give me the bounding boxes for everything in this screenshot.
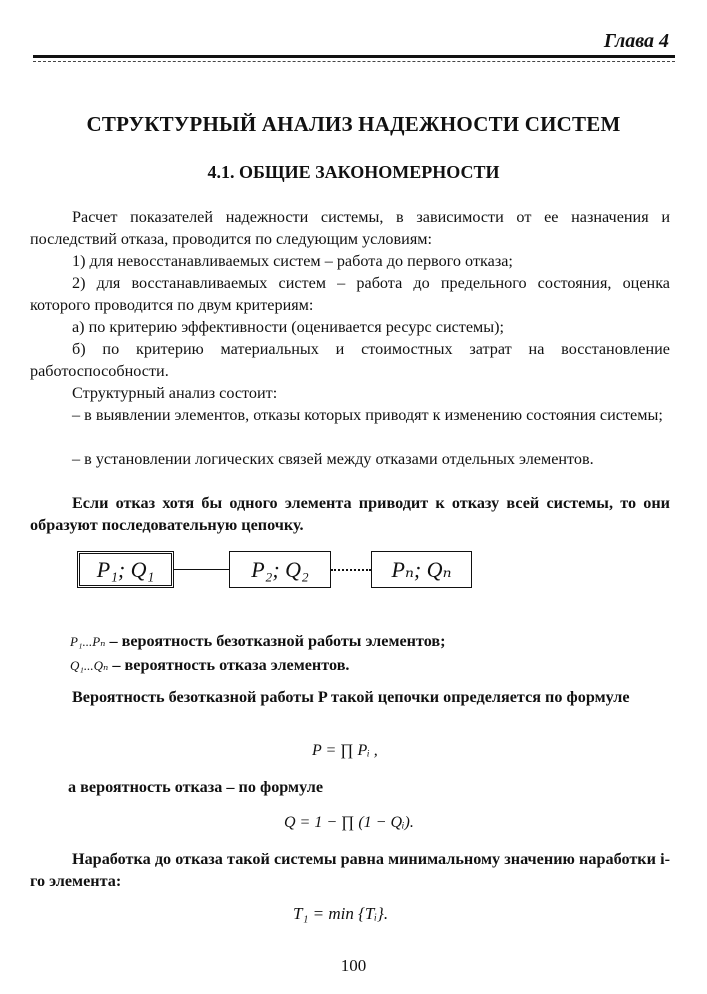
header-rule (33, 55, 675, 58)
header-rule-dashed (33, 61, 675, 62)
page-number: 100 (340, 956, 367, 975)
chain-box-2-label: P₂; Q₂ (251, 556, 309, 582)
chain-box-1 (77, 551, 174, 588)
failure-intro: а вероятность отказа – по формуле (68, 778, 324, 796)
chain-connector-1 (174, 569, 229, 570)
paragraph-3: 2) для восстанавливаемых систем – работа до предельного состояния, оценка которого проводится по двум критериям: (30, 274, 670, 314)
paragraph-4: а) по критерию эффективности (оценивается ресурс системы); (72, 318, 505, 336)
formula-q: Q = 1 − ∏ (1 − Qᵢ). (284, 814, 414, 831)
chain-box-1-label: P₁; Q₁ (96, 556, 155, 582)
definition-q (70, 656, 349, 675)
definition-q-symbol: Q₁...Qₙ (70, 658, 109, 673)
definition-p (70, 632, 446, 651)
paragraph-1: Расчет показателей надежности системы, в зависимости от ее назначения и последствий отказа, проводится по следующим условиям: (30, 208, 670, 248)
paragraph-7: – в выявлении элементов, отказы которых приводят к изменению состояния системы; (72, 406, 663, 424)
section-title: 4.1. ОБЩИЕ ЗАКОНОМЕРНОСТИ (207, 162, 500, 182)
probability-intro: Вероятность безотказной работы P такой цепочки определяется по формуле (72, 688, 630, 706)
chain-connector-2 (331, 569, 371, 571)
formula-t: T₁ = min {Tᵢ}. (293, 904, 389, 923)
chapter-title: СТРУКТУРНЫЙ АНАЛИЗ НАДЕЖНОСТИ СИСТЕМ (86, 112, 621, 136)
definition-q-text: – вероятность отказа элементов. (112, 656, 350, 674)
mtbf-intro: Наработка до отказа такой системы равна минимальному значению наработки i-го элемента: (30, 850, 670, 890)
paragraph-6: Структурный анализ состоит: (72, 384, 278, 402)
chapter-label: Глава 4 (603, 30, 669, 52)
chain-box-3-label: Pₙ; Qₙ (391, 556, 452, 582)
definition-p-text: – вероятность безотказной работы элементов; (109, 632, 446, 650)
definition-p-symbol: P₁...Pₙ (70, 634, 106, 649)
paragraph-9: Если отказ хотя бы одного элемента приводит к отказу всей системы, то они образуют последовательную цепочку. (30, 494, 670, 534)
paragraph-2: 1) для невосстанавливаемых систем – работа до первого отказа; (72, 252, 513, 270)
chain-box-3 (371, 551, 472, 588)
paragraph-5: б) по критерию материальных и стоимостных затрат на восстановление работоспособности. (30, 340, 670, 380)
chain-box-2 (229, 551, 331, 588)
formula-p: P = ∏ Pᵢ , (312, 742, 378, 759)
paragraph-8: – в установлении логических связей между отказами отдельных элементов. (72, 450, 594, 468)
